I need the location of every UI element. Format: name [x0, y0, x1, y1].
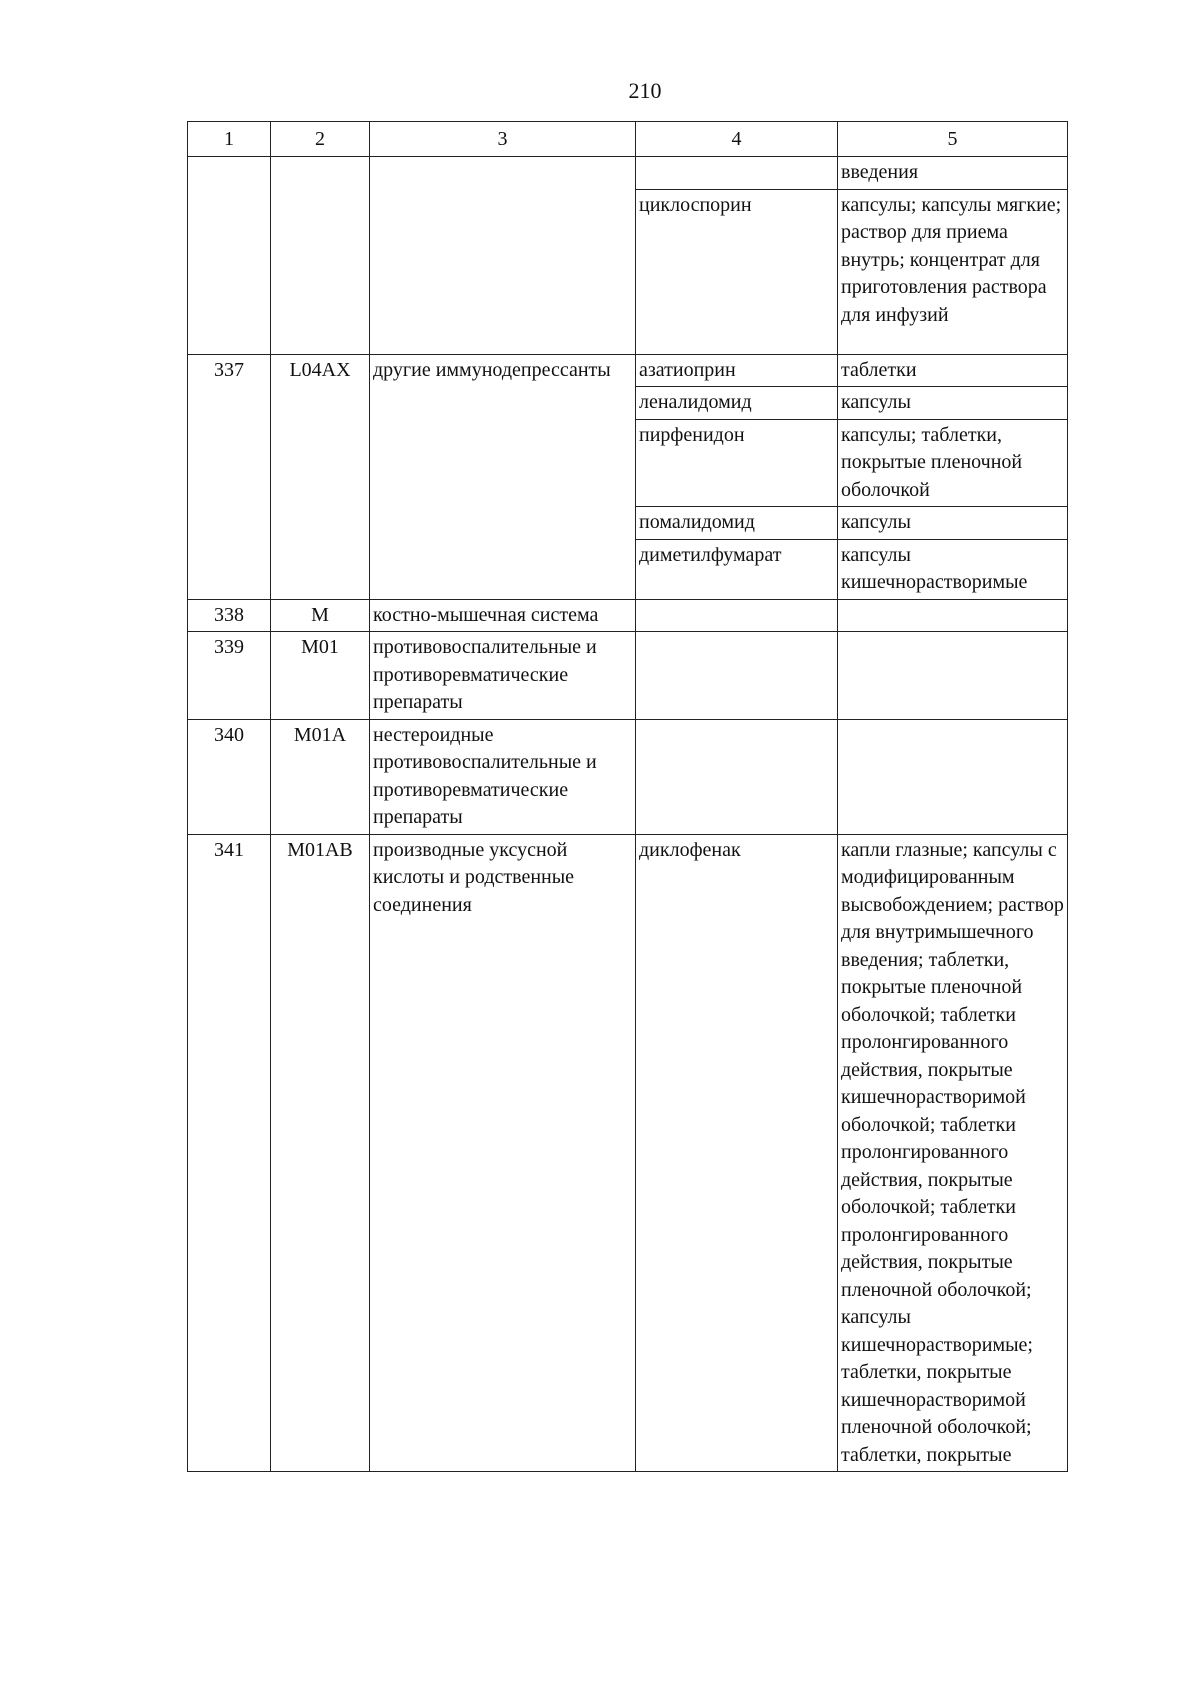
table-row: [188, 354, 1068, 387]
header-cell: 4: [636, 122, 838, 157]
table-row: [188, 632, 1068, 720]
header-cell: 1: [188, 122, 271, 157]
dosage-form: [838, 719, 1068, 834]
atc-code: М01: [271, 632, 370, 720]
table-row: [188, 599, 1068, 632]
atc-code: М01А: [271, 719, 370, 834]
atc-code: L04AX: [271, 354, 370, 599]
dosage-form: капсулы: [838, 387, 1068, 420]
row-number: 338: [188, 599, 271, 632]
drug-name: [636, 719, 838, 834]
row-number: 341: [188, 834, 271, 1472]
row-number: 340: [188, 719, 271, 834]
dosage-form: капли глазные; капсулы с модифицированным высвобождением; раствор для внутримышечного введения; таблетки, покрытые пленочной оболочкой; таблетки пролонгированного действия, покрытые кишечнорастворимой оболочкой; таблетки пролонгированного действия, покрытые оболочкой; таблетки пролонгированного действия, покрытые пленочной оболочкой; капсулы кишечнорастворимые; таблетки, покрытые кишечнорастворимой пленочной оболочкой; таблетки, покрытые: [838, 834, 1068, 1472]
table-row: [188, 157, 1068, 190]
drug-cell: [636, 157, 838, 190]
group-name: другие иммунодепрессанты: [370, 354, 636, 599]
page-number: 210: [628, 78, 662, 103]
num-cell: [188, 157, 271, 355]
drug-name: диметилфумарат: [636, 539, 838, 599]
dosage-form: капсулы; таблетки, покрытые пленочной оболочкой: [838, 419, 1068, 507]
group-cell: [370, 157, 636, 355]
group-name: противовоспалительные и противоревматические препараты: [370, 632, 636, 720]
group-name: производные уксусной кислоты и родственные соединения: [370, 834, 636, 1472]
drug-name: азатиоприн: [636, 354, 838, 387]
dosage-form: [838, 632, 1068, 720]
drug-name: помалидомид: [636, 507, 838, 540]
table-row: [188, 719, 1068, 834]
group-name: костно-мышечная система: [370, 599, 636, 632]
drug-name: диклофенак: [636, 834, 838, 1472]
drug-cell: циклоспорин: [636, 189, 838, 354]
form-cell: введения: [838, 157, 1068, 190]
table-row: [188, 834, 1068, 1472]
header-cell: 3: [370, 122, 636, 157]
dosage-form: капсулы кишечнорастворимые: [838, 539, 1068, 599]
group-name: нестероидные противовоспалительные и противоревматические препараты: [370, 719, 636, 834]
drug-name: [636, 632, 838, 720]
drug-name: леналидомид: [636, 387, 838, 420]
row-number: 337: [188, 354, 271, 599]
drug-name: пирфенидон: [636, 419, 838, 507]
header-cell: 2: [271, 122, 370, 157]
header-cell: 5: [838, 122, 1068, 157]
drug-name: [636, 599, 838, 632]
table-header-row: [188, 122, 1068, 157]
dosage-form: [838, 599, 1068, 632]
row-number: 339: [188, 632, 271, 720]
atc-code: М01АВ: [271, 834, 370, 1472]
atc-code: М: [271, 599, 370, 632]
dosage-form: капсулы: [838, 507, 1068, 540]
code-cell: [271, 157, 370, 355]
dosage-form: таблетки: [838, 354, 1068, 387]
form-cell: капсулы; капсулы мягкие; раствор для приема внутрь; концентрат для приготовления раствора для инфузий: [838, 189, 1068, 354]
drug-table: [187, 121, 1068, 1472]
